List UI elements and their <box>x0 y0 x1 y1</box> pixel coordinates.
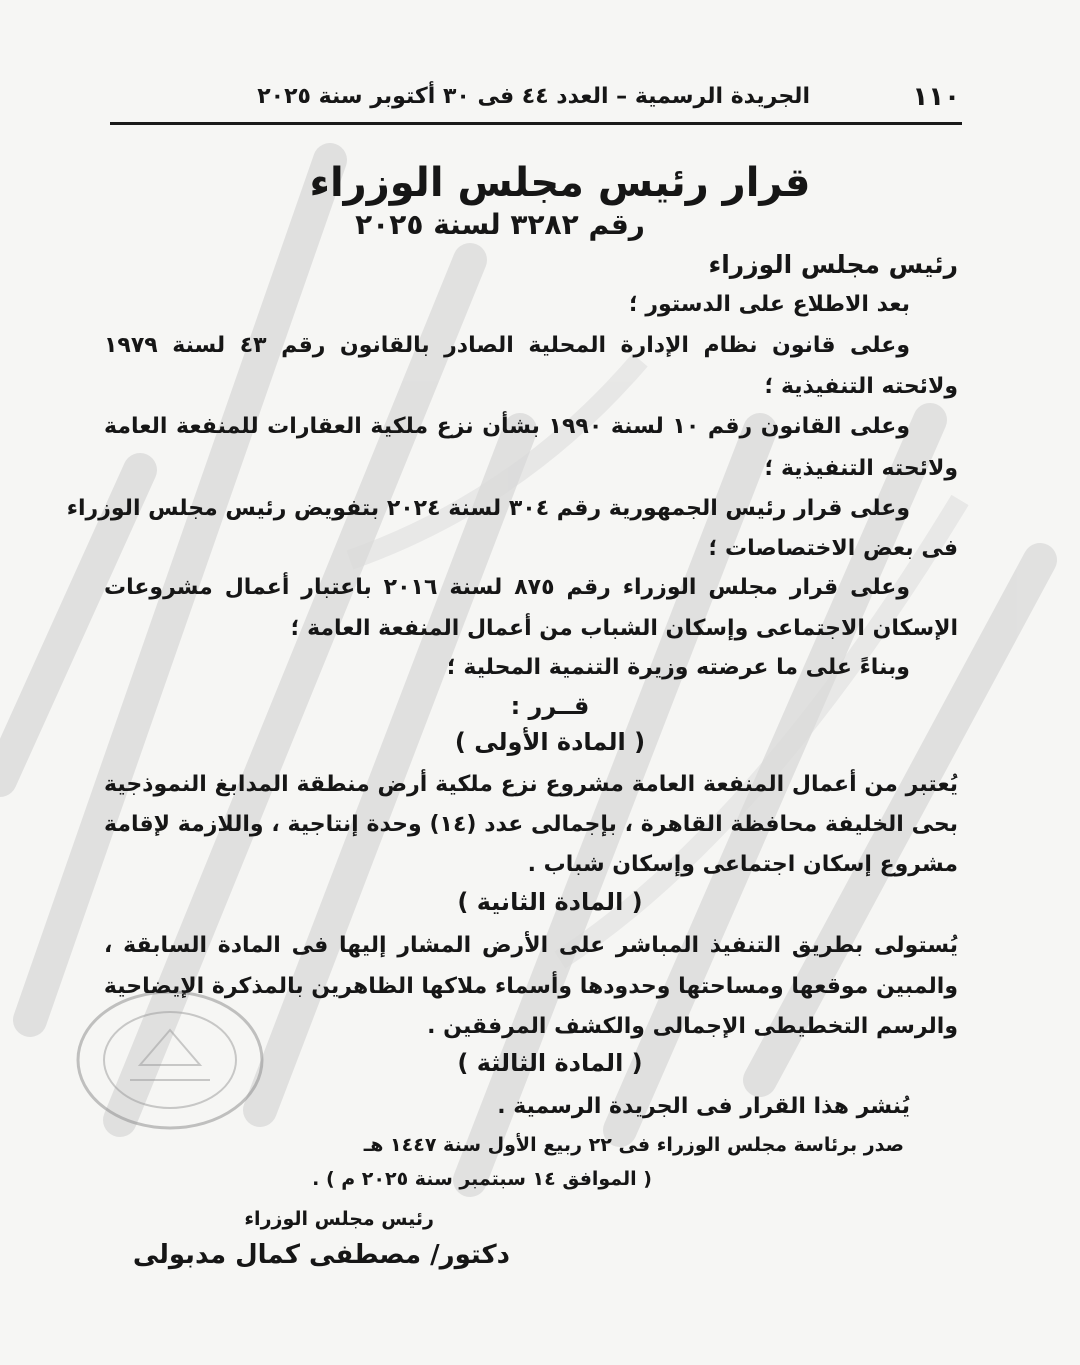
article-1-line-2: بحى الخليفة محافظة القاهرة ، بإجمالى عدد (١٤) وحدة إنتاجية ، واللازمة لإقامة <box>104 812 958 837</box>
header-divider <box>110 122 962 125</box>
preamble-line-4: وعلى القانون رقم ١٠ لسنة ١٩٩٠ بشأن نزع ملكية العقارات للمنفعة العامة <box>104 414 910 439</box>
signatory-title: رئيس مجلس الوزراء <box>244 1208 434 1230</box>
preamble-line-6: وعلى قرار رئيس الجمهورية رقم ٣٠٤ لسنة ٢٠٢٤ بتفويض رئيس مجلس الوزراء <box>66 496 910 521</box>
gazette-header: الجريدة الرسمية – العدد ٤٤ فى ٣٠ أكتوبر سنة ٢٠٢٥ <box>257 84 810 109</box>
preamble-line-2: وعلى قانون نظام الإدارة المحلية الصادر بالقانون رقم ٤٣ لسنة ١٩٧٩ <box>104 333 910 358</box>
article-1-line-3: مشروع إسكان اجتماعى وإسكان شباب . <box>527 852 958 877</box>
page-number: ١١٠ <box>912 82 960 112</box>
issue-date-gregorian: ( الموافق ١٤ سبتمبر سنة ٢٠٢٥ م ) . <box>312 1168 652 1190</box>
signatory-name: دكتور/ مصطفى كمال مدبولى <box>132 1240 510 1270</box>
preamble-line-10: وبناءً على ما عرضته وزيرة التنمية المحلية ؛ <box>446 655 910 680</box>
preamble-line-3: ولائحته التنفيذية ؛ <box>764 374 958 399</box>
decree-title: قرار رئيس مجلس الوزراء <box>309 160 811 206</box>
preamble-line-8: وعلى قرار مجلس الوزراء رقم ٨٧٥ لسنة ٢٠١٦ باعتبار أعمال مشروعات <box>104 575 911 600</box>
preamble-line-5: ولائحته التنفيذية ؛ <box>764 456 958 481</box>
article-2-line-3: والرسم التخطيطى الإجمالى والكشف المرفقين . <box>427 1014 958 1039</box>
article-1-line-1: يُعتبر من أعمال المنفعة العامة مشروع نزع ملكية أرض منطقة المدابغ النموذجية <box>104 772 958 797</box>
article-3-line-1: يُنشر هذا القرار فى الجريدة الرسمية . <box>497 1094 910 1119</box>
issuer-heading: رئيس مجلس الوزراء <box>708 250 958 279</box>
decided-heading: قــرر : <box>510 692 590 720</box>
article-1-heading: ( المادة الأولى ) <box>454 728 646 756</box>
article-2-line-2: والمبين موقعها ومساحتها وحدودها وأسماء ملاكها الظاهرين بالمذكرة الإيضاحية <box>103 974 958 999</box>
preamble-line-1: بعد الاطلاع على الدستور ؛ <box>628 292 910 317</box>
article-2-line-1: يُستولى بطريق التنفيذ المباشر على الأرض المشار إليها فى المادة السابقة ، <box>104 933 958 958</box>
preamble-line-7: فى بعض الاختصاصات ؛ <box>708 536 958 561</box>
article-3-heading: ( المادة الثالثة ) <box>457 1049 643 1077</box>
article-2-heading: ( المادة الثانية ) <box>457 888 643 916</box>
decree-number: رقم ٣٢٨٢ لسنة ٢٠٢٥ <box>355 208 645 241</box>
preamble-line-9: الإسكان الاجتماعى وإسكان الشباب من أعمال المنفعة العامة ؛ <box>290 616 958 641</box>
issue-date-hijri: صدر برئاسة مجلس الوزراء فى ٢٢ ربيع الأول سنة ١٤٤٧ هـ <box>363 1134 904 1156</box>
